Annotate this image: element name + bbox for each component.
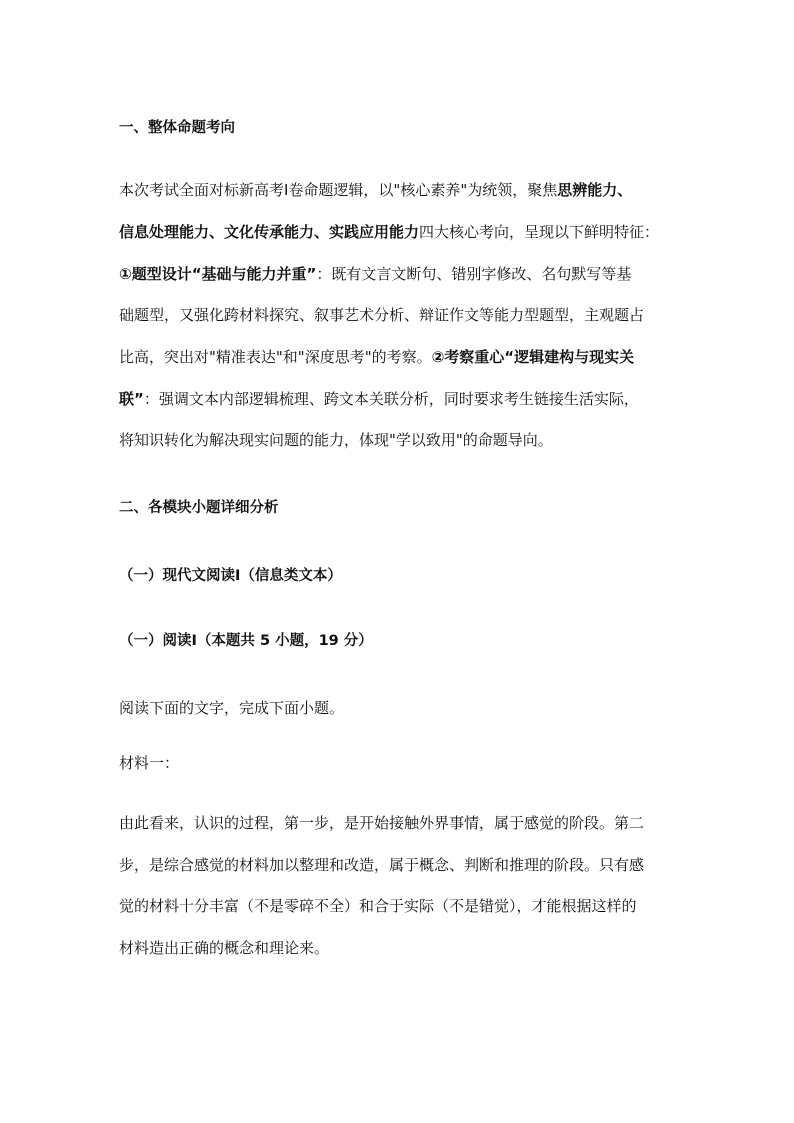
- material-line-1: 由此看来，认识的过程，第一步，是开始接触外界事情，属于感觉的阶段。第二: [119, 814, 645, 832]
- material-line-2: 步，是综合感觉的材料加以整理和改造，属于概念、判断和推理的阶段。只有感: [119, 856, 645, 874]
- text-run: 础题型，又强化跨材料探究、叙事艺术分析、辩证作文等能力型题型，主观题占: [119, 306, 645, 324]
- instruction-text: 阅读下面的文字，完成下面小题。: [119, 699, 345, 717]
- bold-text-run: 信息处理能力、文化传承能力、实践应用能力: [119, 223, 420, 241]
- paragraph-line-7: [119, 430, 679, 450]
- paragraph-line-6: [119, 389, 679, 409]
- text-run: ：强调文本内部逻辑梳理、跨文本关联分析，同时要求考生链接生活实际，: [143, 390, 639, 408]
- bold-text-run: 联”: [119, 390, 144, 408]
- paragraph-line-5: [119, 347, 679, 367]
- paragraph-line-3: [119, 264, 679, 284]
- text-run: ：既有文言文断句、错别字修改、名句默写等基: [316, 265, 632, 283]
- paragraph-line-4: [119, 305, 679, 325]
- text-run: 将知识转化为解决现实问题的能力，体现"学以致用"的命题导向。: [119, 431, 553, 449]
- material-line-4: 材料造出正确的概念和理论来。: [119, 939, 330, 957]
- text-run: 本次考试全面对标新高考Ⅰ卷命题逻辑，以"核心素养"为统领，聚焦: [119, 181, 558, 199]
- paragraph-line-1: [119, 180, 679, 200]
- subsection-heading-1: （一）现代文阅读Ⅰ（信息类文本）: [119, 568, 342, 584]
- section-heading-2: 二、各模块小题详细分析: [119, 500, 279, 516]
- text-run: 四大核心考向，呈现以下鲜明特征：: [419, 223, 660, 241]
- section-heading-1: 一、整体命题考向: [119, 120, 235, 136]
- paragraph-line-2: [119, 222, 679, 242]
- bold-text-run: 思辨能力、: [557, 181, 633, 199]
- subsection-heading-2: （一）阅读Ⅰ（本题共 5 小题，19 分）: [119, 633, 373, 649]
- material-line-3: 觉的材料十分丰富（不是零碎不全）和合于实际（不是错觉），才能根据这样的: [119, 897, 637, 915]
- bold-text-run: ①题型设计“基础与能力并重”: [119, 265, 317, 283]
- text-run: 比高，突出对"精准表达"和"深度思考"的考察。: [119, 348, 432, 366]
- material-label: 材料一：: [119, 754, 180, 772]
- bold-text-run: ②考察重心“逻辑建构与现实关: [431, 348, 635, 366]
